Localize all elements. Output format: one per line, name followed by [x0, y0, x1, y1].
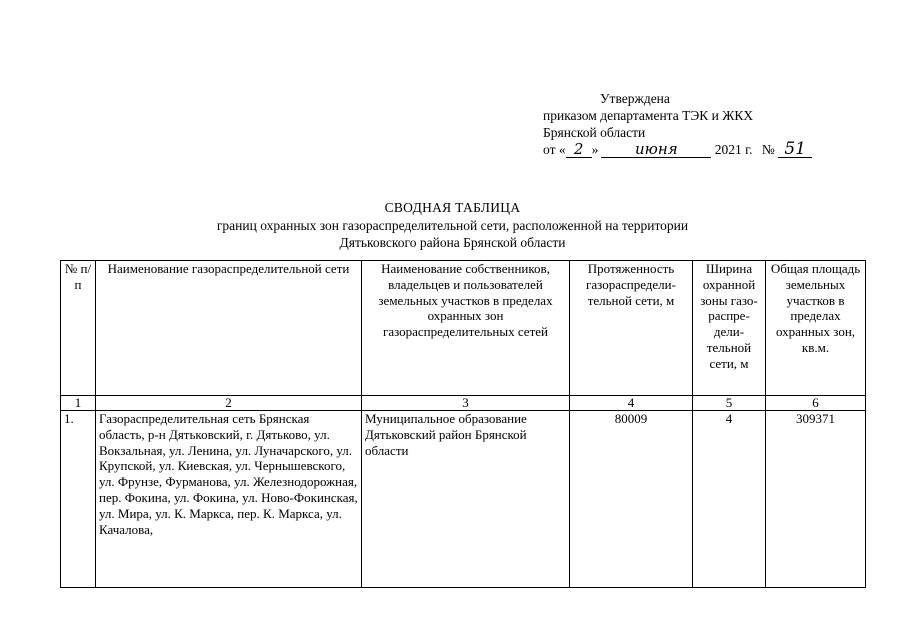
- row-number: 1.: [61, 411, 96, 588]
- approval-block: [543, 90, 812, 158]
- row-width: 4: [693, 411, 766, 588]
- date-prefix: от «: [543, 142, 566, 157]
- title-line-1: СВОДНАЯ ТАБЛИЦА: [384, 200, 521, 215]
- approval-date: [543, 141, 812, 158]
- column-number: 5: [693, 396, 766, 411]
- number-label: №: [761, 142, 775, 157]
- date-month: [601, 142, 711, 158]
- date-mid: »: [591, 142, 599, 157]
- column-number: 3: [362, 396, 570, 411]
- column-number: 2: [96, 396, 362, 411]
- header-cell-area: Общая площадь земельных участков в пределах охранных зон, кв.м.: [766, 261, 866, 396]
- approval-region: Брянской области: [543, 125, 646, 140]
- row-length: 80009: [570, 411, 693, 588]
- title-line-2: границ охранных зон газораспределительной сети, расположенной на территории: [216, 217, 689, 233]
- approval-title: Утверждена: [600, 91, 670, 106]
- date-year: 2021 г.: [714, 142, 753, 157]
- row-owner: Муниципальное образование Дятьковский район Брянской области: [362, 411, 570, 588]
- row-network: Газораспределительная сеть Брянская область, р-н Дятьковский, г. Дятьково, ул. Вокзальная, ул. Ленина, ул. Луначарского, ул. Крупской, ул. Киевская, ул. Чернышевского, ул. Фрунзе, Фурманова, ул. Железнодорожная, пер. Фокина, ул. Фокина, ул. Ново-Фокинская, ул. Мира, ул. К. Маркса, пер. К. Маркса, ул. Качалова,: [96, 411, 362, 588]
- date-day-value: 2: [573, 140, 584, 158]
- header-cell-width: Ширина охранной зоны газо-распре-дели-тельной сети, м: [693, 261, 766, 396]
- column-number: 4: [570, 396, 693, 411]
- column-number-row: [61, 396, 866, 411]
- summary-table: [60, 260, 866, 588]
- row-area: 309371: [766, 411, 866, 588]
- date-month-value: июня: [635, 140, 678, 158]
- table-row: [61, 411, 866, 588]
- column-number: 6: [766, 396, 866, 411]
- date-day: [566, 142, 592, 158]
- table-header-row: [61, 261, 866, 396]
- approval-order: приказом департамента ТЭК и ЖКХ: [543, 108, 754, 123]
- header-cell-network: Наименование газораспределительной сети: [96, 261, 362, 396]
- header-cell-owner: Наименование собственников, владельцев и пользователей земельных участков в пределах охранных зон газораспределительных сетей: [362, 261, 570, 396]
- order-number: [778, 139, 812, 159]
- column-number: 1: [61, 396, 96, 411]
- header-cell-num: № п/п: [61, 261, 96, 396]
- order-number-value: 51: [784, 139, 806, 159]
- header-cell-length: Протяженность газораспредели-тельной сети, м: [570, 261, 693, 396]
- document-title: [0, 199, 905, 252]
- title-line-3: Дятьковского района Брянской области: [339, 235, 566, 250]
